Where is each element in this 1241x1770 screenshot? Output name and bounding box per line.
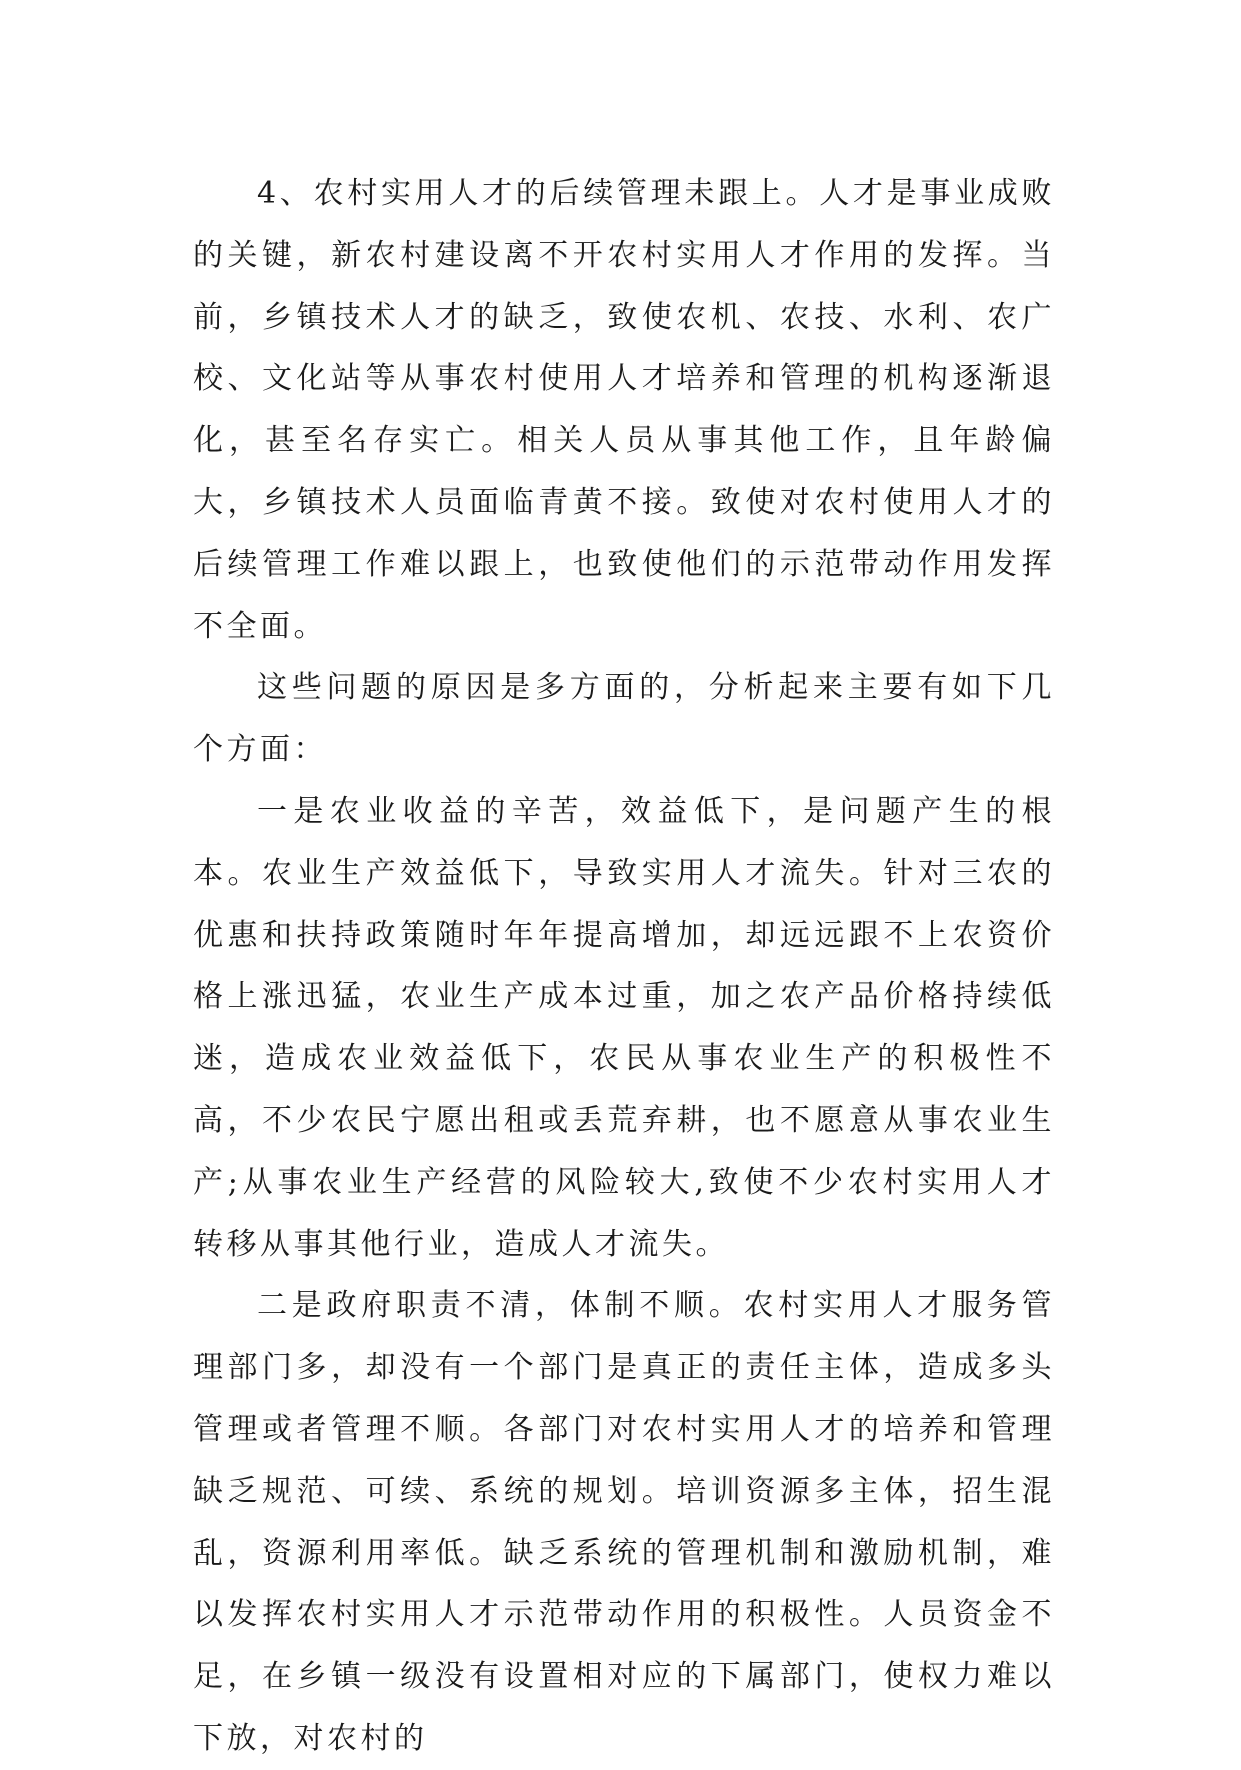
paragraph-causes-intro: 这些问题的原因是多方面的，分析起来主要有如下几个方面： <box>193 670 1055 768</box>
paragraph-talent-management: 4、农村实用人才的后续管理未跟上。人才是事业成败的关键，新农村建设离不开农村实用人才作用的发挥。当前，乡镇技术人才的缺乏，致使农机、农技、水利、农广校、文化站等从事农村使用人才培养和管理的机构逐渐退化，甚至名存实亡。相关人员从事其他工作，且年龄偏大，乡镇技术人员面临青黄不接。致使对农村使用人才的后续管理工作难以跟上，也致使他们的示范带动作用发挥不全面。 <box>193 176 1055 644</box>
paragraph-cause-one: 一是农业收益的辛苦，效益低下，是问题产生的根本。农业生产效益低下，导致实用人才流失。针对三农的优惠和扶持政策随时年年提高增加，却远远跟不上农资价格上涨迅猛，农业生产成本过重，加之农产品价格持续低迷，造成农业效益低下，农民从事农业生产的积极性不高，不少农民宁愿出租或丢荒弃耕，也不愿意从事农业生产;从事农业生产经营的风险较大,致使不少农村实用人才转移从事其他行业，造成人才流失。 <box>193 793 1055 1262</box>
paragraph-cause-two: 二是政府职责不清，体制不顺。农村实用人才服务管理部门多，却没有一个部门是真正的责任主体，造成多头管理或者管理不顺。各部门对农村实用人才的培养和管理缺乏规范、可续、系统的规划。培训资源多主体，招生混乱，资源利用率低。缺乏系统的管理机制和激励机制，难以发挥农村实用人才示范带动作用的积极性。人员资金不足，在乡镇一级没有设置相对应的下属部门，使权力难以下放，对农村的 <box>193 1288 1055 1756</box>
document-body <box>193 163 1055 1770</box>
